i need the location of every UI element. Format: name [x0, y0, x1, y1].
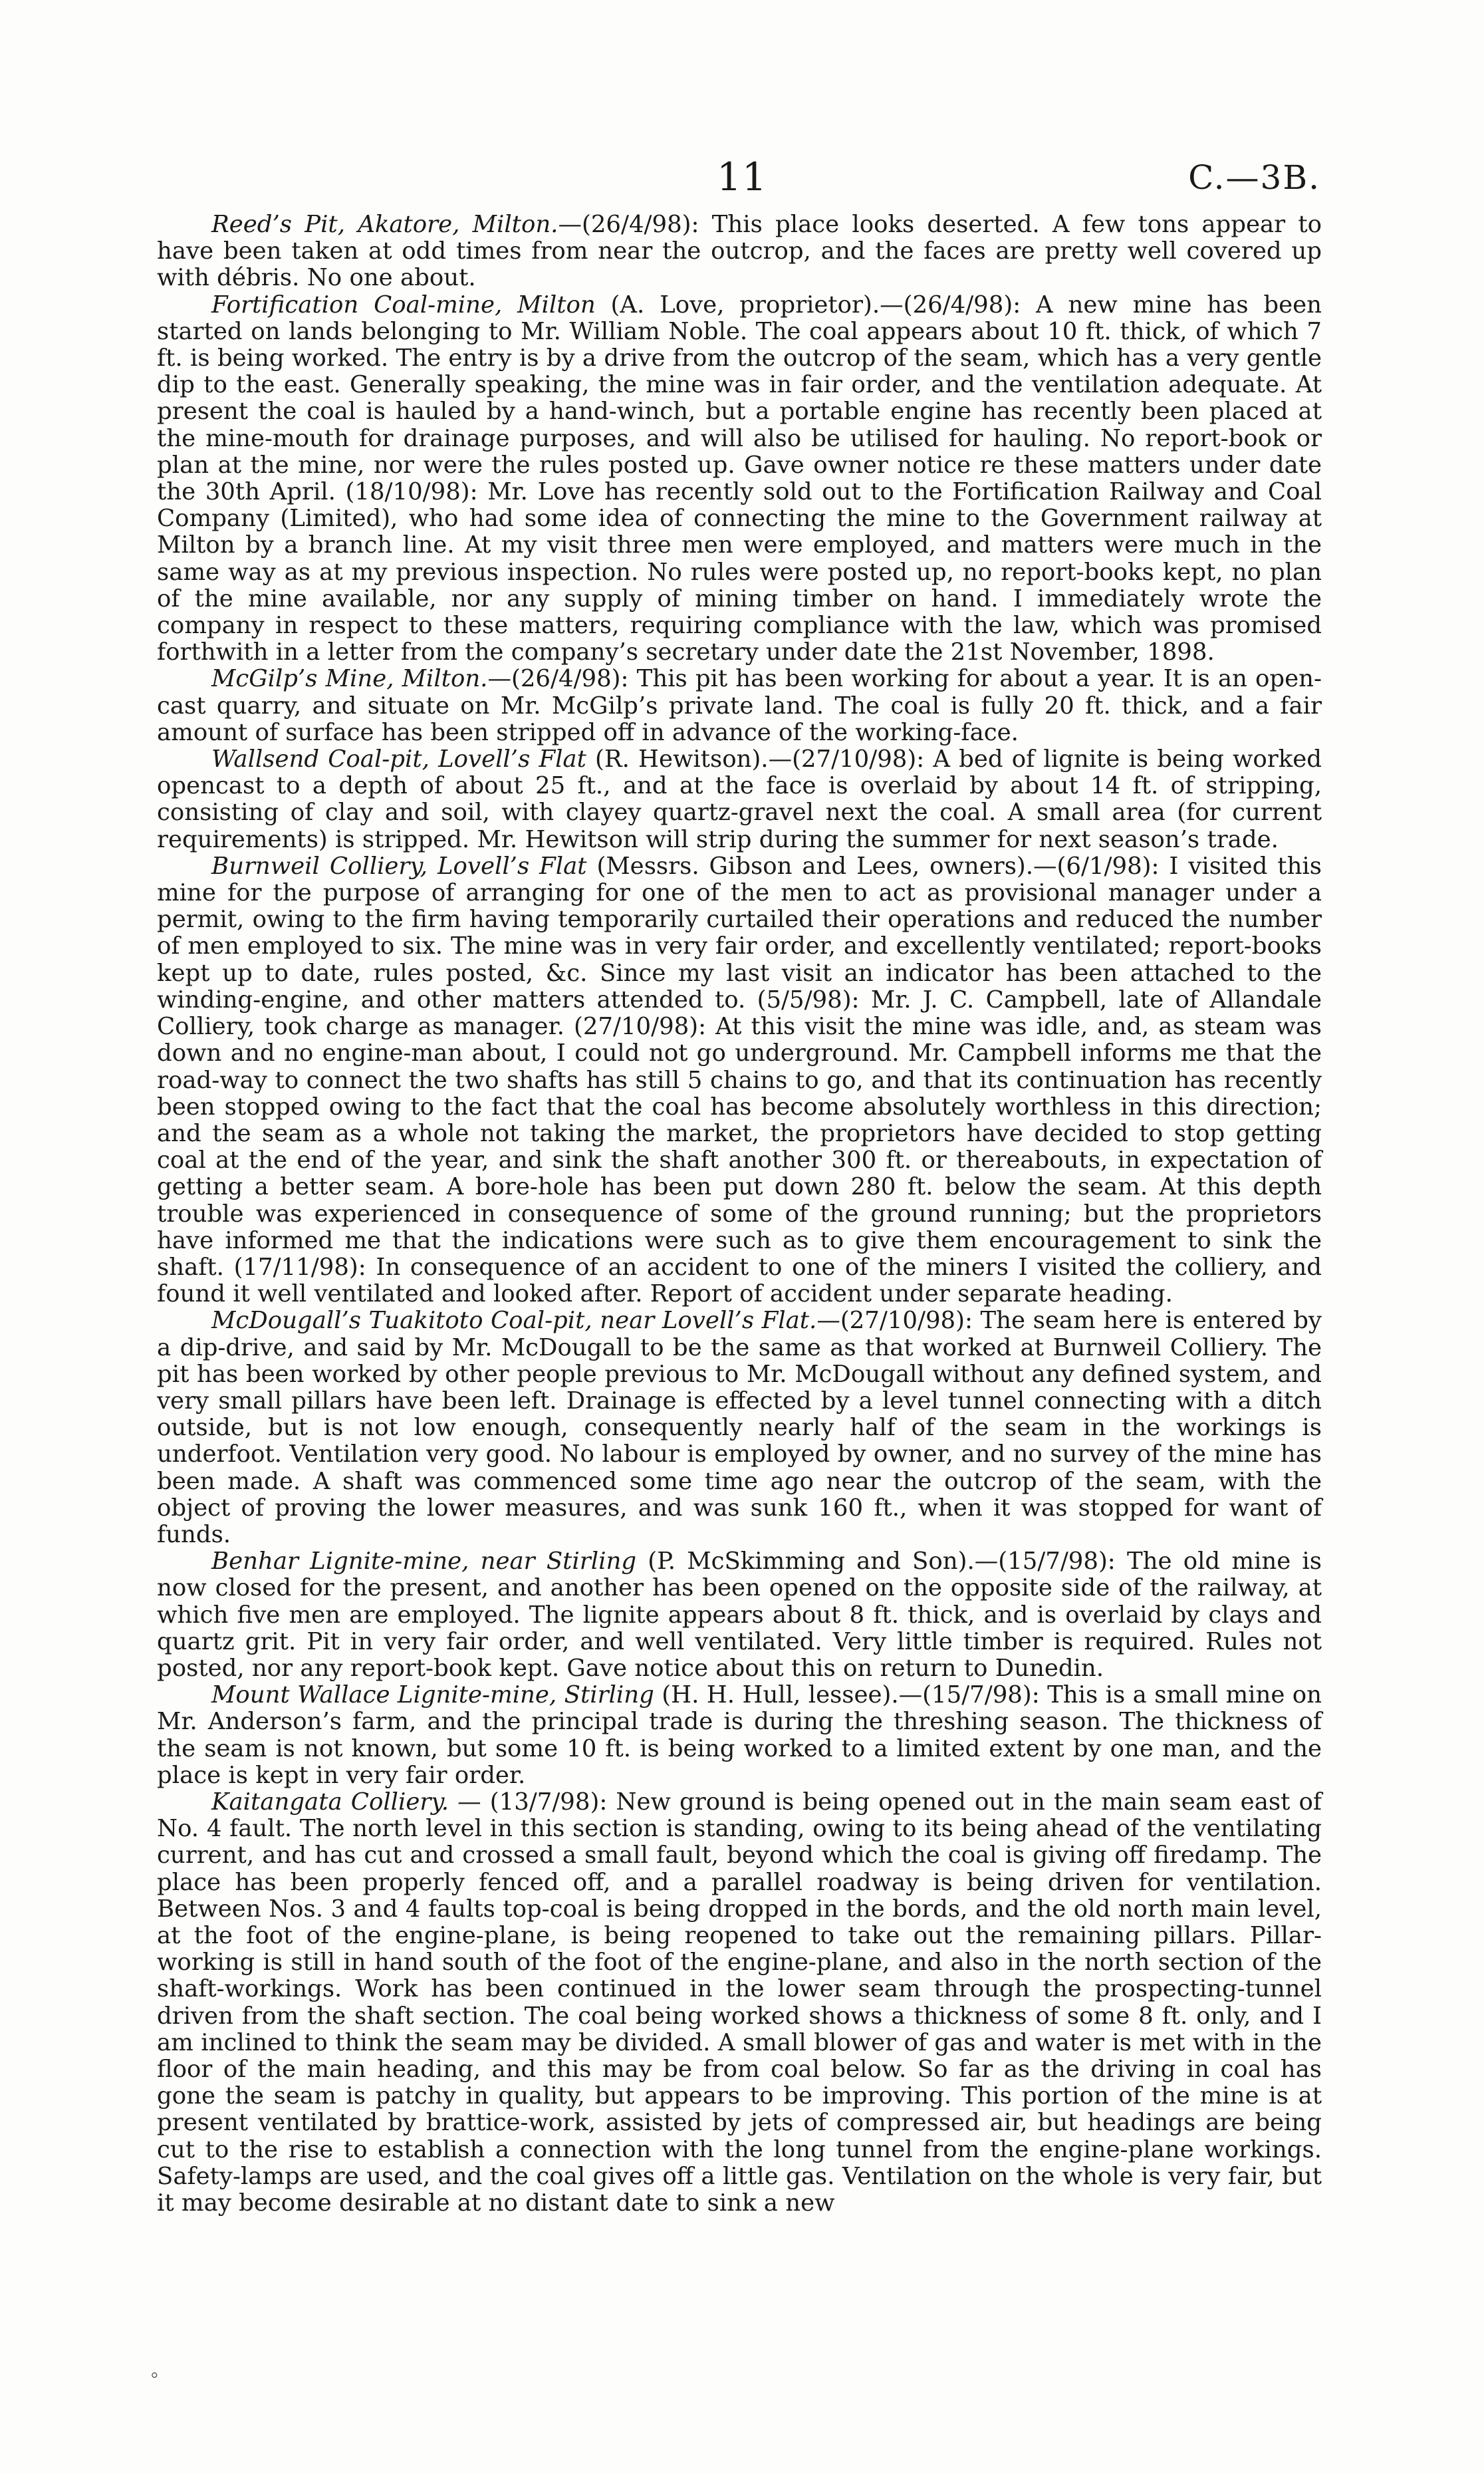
entry-text: — (13/7/98): New ground is being opened out in the main seam east of No. 4 fault. The north level in this section is standing, owing to its being ahead of the ventilating current, and has cut and crossed a small fault, beyond which the coal is giving off firedamp. The place has been properly fenced off, and a parallel roadway is being driven for ventilation. Between Nos. 3 and 4 faults top-coal is being dropped in the bords, and the old north main level, at the foot of the engine-plane, is being reopened to take out the remaining pillars. Pillar-working is still in hand south of the foot of the engine-plane, and also in the north section of the shaft-workings. Work has been continued in the lower seam through the prospecting-tunnel driven from the shaft section. The coal being worked shows a thickness of some 8 ft. only, and I am inclined to think the seam may be divided. A small blower of gas and water is met with in the floor of the main heading, and this may be from coal below. So far as the driving in coal has gone the seam is patchy in quality, but appears to be improving. This portion of the mine is at present ventilated by brattice-work, assisted by jets of compressed air, but headings are being cut to the rise to establish a connection with the long tunnel from the engine-plane workings. Safety-lamps are used, and the coal gives off a little gas. Ventilation on the whole is very fair, but it may become desirable at no distant date to sink a new — [157, 1788, 1322, 2217]
entry-heading: Mount Wallace Lignite-mine, Stirling — [211, 1681, 654, 1709]
entry-text: —(26/4/98): This pit has been working for about a year. It is an open-cast quarry, and situate on Mr. McGilp’s private land. The coal is fully 20 ft. thick, and a fair amount of surface has been stripped off in advance of the working-face. — [157, 665, 1322, 746]
report-entry-mcgilps-mine — [157, 666, 1322, 746]
entry-text: (R. Hewitson).—(27/10/98): A bed of lignite is being worked opencast to a depth of about 25 ft., and at the face is overlaid by about 14 ft. of stripping, consisting of clay and soil, with clayey quartz-gravel next the coal. A small area (for current requirements) is stripped. Mr. Hewitson will strip during the summer for next season’s trade. — [157, 746, 1322, 853]
entry-heading: McDougall’s Tuakitoto Coal-pit, near Lovell’s Flat. — [211, 1307, 817, 1335]
report-body — [157, 211, 1322, 2217]
entry-heading: McGilp’s Mine, Milton. — [211, 665, 488, 693]
page-number: 11 — [717, 154, 767, 200]
report-entry-burnweil — [157, 853, 1322, 1307]
report-entry-kaitangata — [157, 1789, 1322, 2217]
entry-heading: Reed’s Pit, Akatore, Milton. — [211, 211, 558, 238]
entry-text: —(26/4/98): This place looks deserted. A few tons appear to have been taken at odd times from near the outcrop, and the faces are pretty well covered up with débris. No one about. — [157, 211, 1322, 292]
entry-text: (Messrs. Gibson and Lees, owners).—(6/1/98): I visited this mine for the purpose of arranging for one of the men to act as provisional manager under a permit, owing to the firm having temporarily curtailed their operations and reduced the number of men employed to six. The mine was in very fair order, and excellently ventilated; report-books kept up to date, rules posted, &c. Since my last visit an indicator has been attached to the winding-engine, and other matters attended to. (5/5/98): Mr. J. C. Campbell, late of Allandale Colliery, took charge as manager. (27/10/98): At this visit the mine was idle, and, as steam was down and no engine-man about, I could not go underground. Mr. Campbell informs me that the road-way to connect the two shafts has still 5 chains to go, and that its continuation has recently been stopped owing to the fact that the coal has become absolutely worthless in this direction; and the seam as a whole not taking the market, the proprietors have decided to stop getting coal at the end of the year, and sink the shaft another 300 ft. or thereabouts, in expectation of getting a better seam. A bore-hole has been put down 280 ft. below the seam. At this depth trouble was experienced in consequence of some of the ground running; but the proprietors have informed me that the indications were such as to give them encouragement to sink the shaft. (17/11/98): In consequence of an accident to one of the miners I visited the colliery, and found it well ventilated and looked after. Report of accident under separate heading. — [157, 852, 1322, 1308]
report-entry-wallsend — [157, 746, 1322, 853]
report-entry-fortification — [157, 292, 1322, 666]
entry-heading: Wallsend Coal-pit, Lovell’s Flat — [211, 746, 586, 773]
entry-heading: Fortification Coal-mine, Milton — [211, 291, 596, 319]
series-reference: C.—3B. — [1188, 158, 1320, 197]
entry-text: —(27/10/98): The seam here is entered by a dip-drive, and said by Mr. McDougall to be the same as that worked at Burnweil Colliery. The pit has been worked by other people previous to Mr. McDougall without any defined system, and very small pillars have been left. Drainage is effected by a level tunnel connecting with a ditch outside, but is not low enough, consequently nearly half of the seam in the workings is underfoot. Ventilation very good. No labour is employed by owner, and no survey of the mine has been made. A shaft was commenced some time ago near the outcrop of the seam, with the object of proving the lower measures, and was sunk 160 ft., when it was stopped for want of funds. — [157, 1307, 1322, 1548]
entry-text: (P. McSkimming and Son).—(15/7/98): The old mine is now closed for the present, and another has been opened on the opposite side of the railway, at which five men are employed. The lignite appears about 8 ft. thick, and is overlaid by clays and quartz grit. Pit in very fair order, and well ventilated. Very little timber is required. Rules not posted, nor any report-book kept. Gave notice about this on return to Dunedin. — [157, 1548, 1322, 1682]
scan-speck: ⸰ — [150, 2368, 159, 2384]
report-entry-mcdougalls — [157, 1307, 1322, 1548]
entry-heading: Benhar Lignite-mine, near Stirling — [211, 1548, 637, 1576]
entry-heading: Burnweil Colliery, Lovell’s Flat — [211, 852, 587, 880]
report-entry-benhar — [157, 1548, 1322, 1682]
report-entry-reeds-pit — [157, 211, 1322, 292]
entry-text: (H. H. Hull, lessee).—(15/7/98): This is a small mine on Mr. Anderson’s farm, and the principal trade is during the threshing season. The thickness of the seam is not known, but some 10 ft. is being worked to a limited extent by one man, and the place is kept in very fair order. — [157, 1681, 1322, 1789]
entry-text: (A. Love, proprietor).—(26/4/98): A new mine has been started on lands belonging to Mr. William Noble. The coal appears about 10 ft. thick, of which 7 ft. is being worked. The entry is by a drive from the outcrop of the seam, which has a very gentle dip to the east. Generally speaking, the mine was in fair order, and the ventilation adequate. At present the coal is hauled by a hand-winch, but a portable engine has recently been placed at the mine-mouth for drainage purposes, and will also be utilised for hauling. No report-book or plan at the mine, nor were the rules posted up. Gave owner notice re these matters under date the 30th April. (18/10/98): Mr. Love has recently sold out to the Fortification Railway and Coal Company (Limited), who had some idea of connecting the mine to the Government railway at Milton by a branch line. At my visit three men were employed, and matters were much in the same way as at my previous inspection. No rules were posted up, no report-books kept, no plan of the mine available, nor any supply of mining timber on hand. I immediately wrote the company in respect to these matters, requiring compliance with the law, which was promised forthwith in a letter from the company’s secretary under date the 21st November, 1898. — [157, 291, 1322, 666]
report-entry-mount-wallace — [157, 1682, 1322, 1789]
entry-heading: Kaitangata Colliery. — [211, 1788, 449, 1816]
